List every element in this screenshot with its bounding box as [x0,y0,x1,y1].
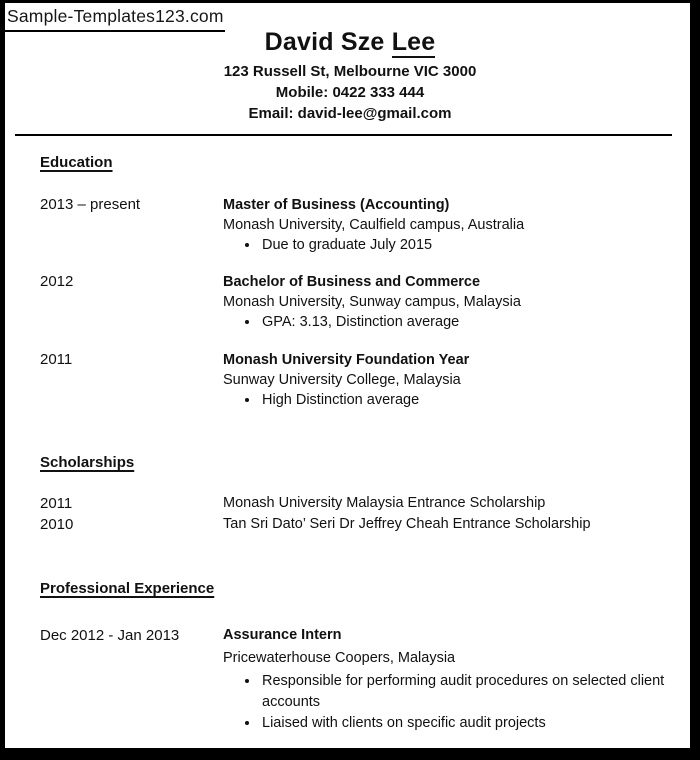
scholarship-title: Monash University Malaysia Entrance Scholarship [223,495,546,511]
education-heading: Education [40,154,113,171]
entry-date: 2011 [40,351,73,368]
entry-title: Bachelor of Business and Commerce [223,274,481,290]
address-line: 123 Russell St, Melbourne VIC 3000 [223,63,477,80]
entry-subtitle: Pricewaterhouse Coopers, Malaysia [223,650,456,666]
bullet-list [223,235,672,255]
entry-description [223,195,672,255]
page-border-right [690,0,700,760]
scholarship-title: Tan Sri Dato’ Seri Dr Jeffrey Cheah Entrance Scholarship [223,516,591,532]
entry-title: Assurance Intern [223,627,342,643]
entry-date: 2010 [40,516,74,533]
email-line: Email: david-lee@gmail.com [248,105,452,122]
entry-subtitle: Sunway University College, Malaysia [223,372,461,388]
entry-date: 2011 [40,495,73,512]
entry-title: Master of Business (Accounting) [223,197,450,213]
scholarship-row [40,493,672,514]
bullet-item: • GPA: 3.13, Distinction average [260,312,672,332]
education-entry [40,350,672,410]
bullet-list [223,390,672,410]
bullet-list [223,312,672,332]
entry-date: 2013 – present [40,196,141,213]
person-name-first: David Sze [264,28,385,56]
bullet-list [223,671,672,734]
entry-subtitle: Monash University, Sunway campus, Malaysia [223,294,521,310]
bullet-item: • Due to graduate July 2015 [260,235,672,255]
scholarship-rows [40,493,672,535]
resume-body [0,154,700,734]
mobile-line: Mobile: 0422 333 444 [275,84,425,101]
entry-description [223,625,672,734]
entry-description [223,272,672,332]
section-scholarships [40,454,672,535]
entry-description [223,350,672,410]
bullet-item: • Responsible for performing audit procedures on selected client accounts [260,671,672,713]
experience-entry [40,625,672,734]
contact-block [0,61,700,124]
experience-heading: Professional Experience [40,580,215,597]
header-divider [15,134,672,136]
entry-subtitle: Monash University, Caulfield campus, Australia [223,217,525,233]
section-education [40,154,672,410]
watermark-label: Sample-Templates123.com [5,3,225,32]
entry-date: 2012 [40,273,74,290]
page-border-bottom [0,748,700,760]
person-name-last-underlined: Lee [391,28,436,56]
bullet-item: • High Distinction average [260,390,672,410]
entry-title: Monash University Foundation Year [223,352,470,368]
scholarships-heading: Scholarships [40,454,135,471]
bullet-item: • Liaised with clients on specific audit projects [260,713,672,734]
scholarship-row [40,514,672,535]
page-border-left [0,0,5,760]
education-entry [40,195,672,255]
section-experience [40,580,672,734]
entry-date: Dec 2012 - Jan 2013 [40,627,180,644]
education-entry [40,272,672,332]
